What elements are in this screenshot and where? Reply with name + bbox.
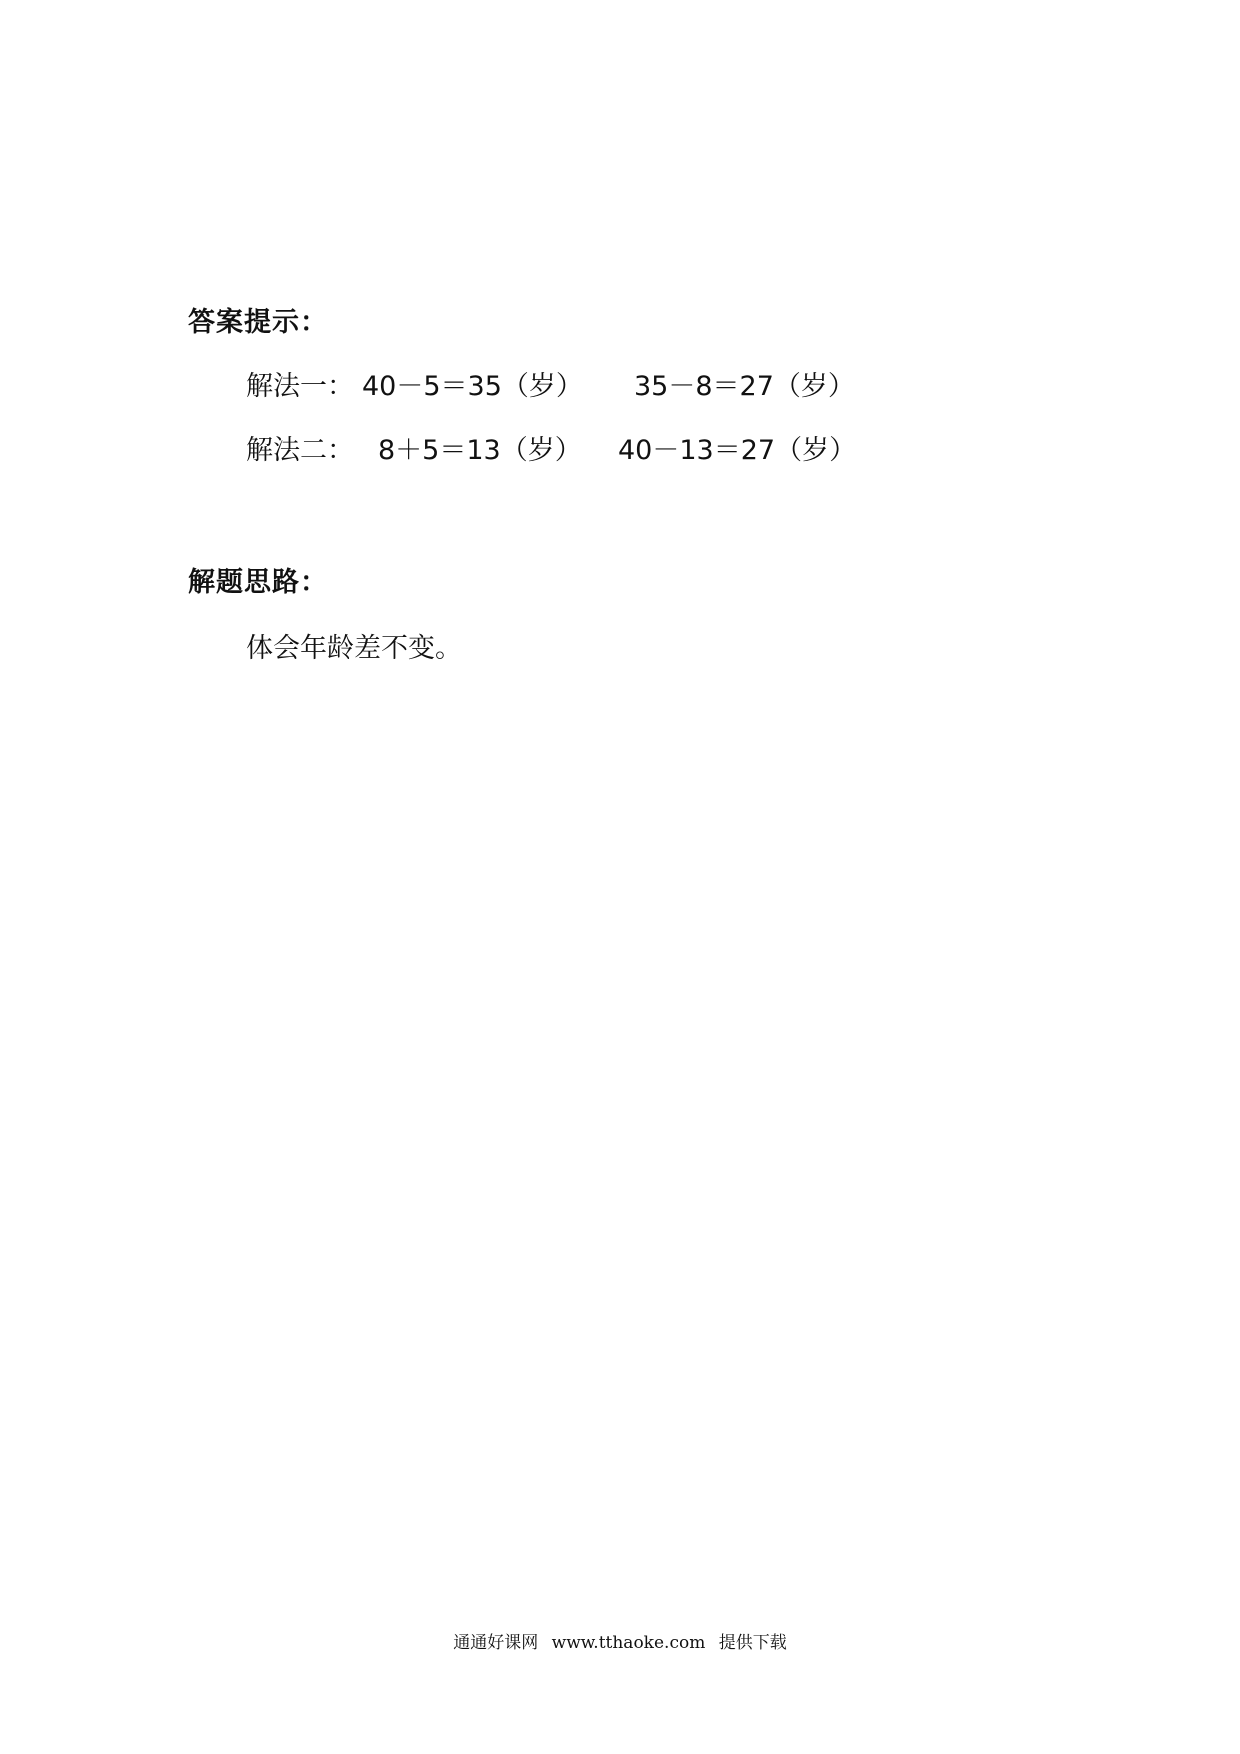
thinking-heading: 解题思路： [188,567,328,598]
method-2-line [246,428,946,464]
page-footer [0,1628,1240,1653]
footer-site-name: 通通好课网 [453,1633,539,1653]
method-2-step-1: 8＋5＝13（岁） [378,435,582,466]
footer-url[interactable]: www.tthaoke.com [551,1633,706,1653]
thinking-text: 体会年龄差不变。 [246,633,462,664]
answer-heading: 答案提示： [188,307,328,338]
footer-suffix: 提供下载 [718,1633,787,1653]
method-1-step-2: 35－8＝27（岁） [634,371,855,402]
method-1-step-1: 40－5＝35（岁） [362,371,583,402]
method-1-label: 解法一： [246,371,354,402]
method-2-label: 解法二： [246,435,354,466]
method-1-line [246,364,946,400]
method-2-step-2: 40－13＝27（岁） [618,435,857,466]
